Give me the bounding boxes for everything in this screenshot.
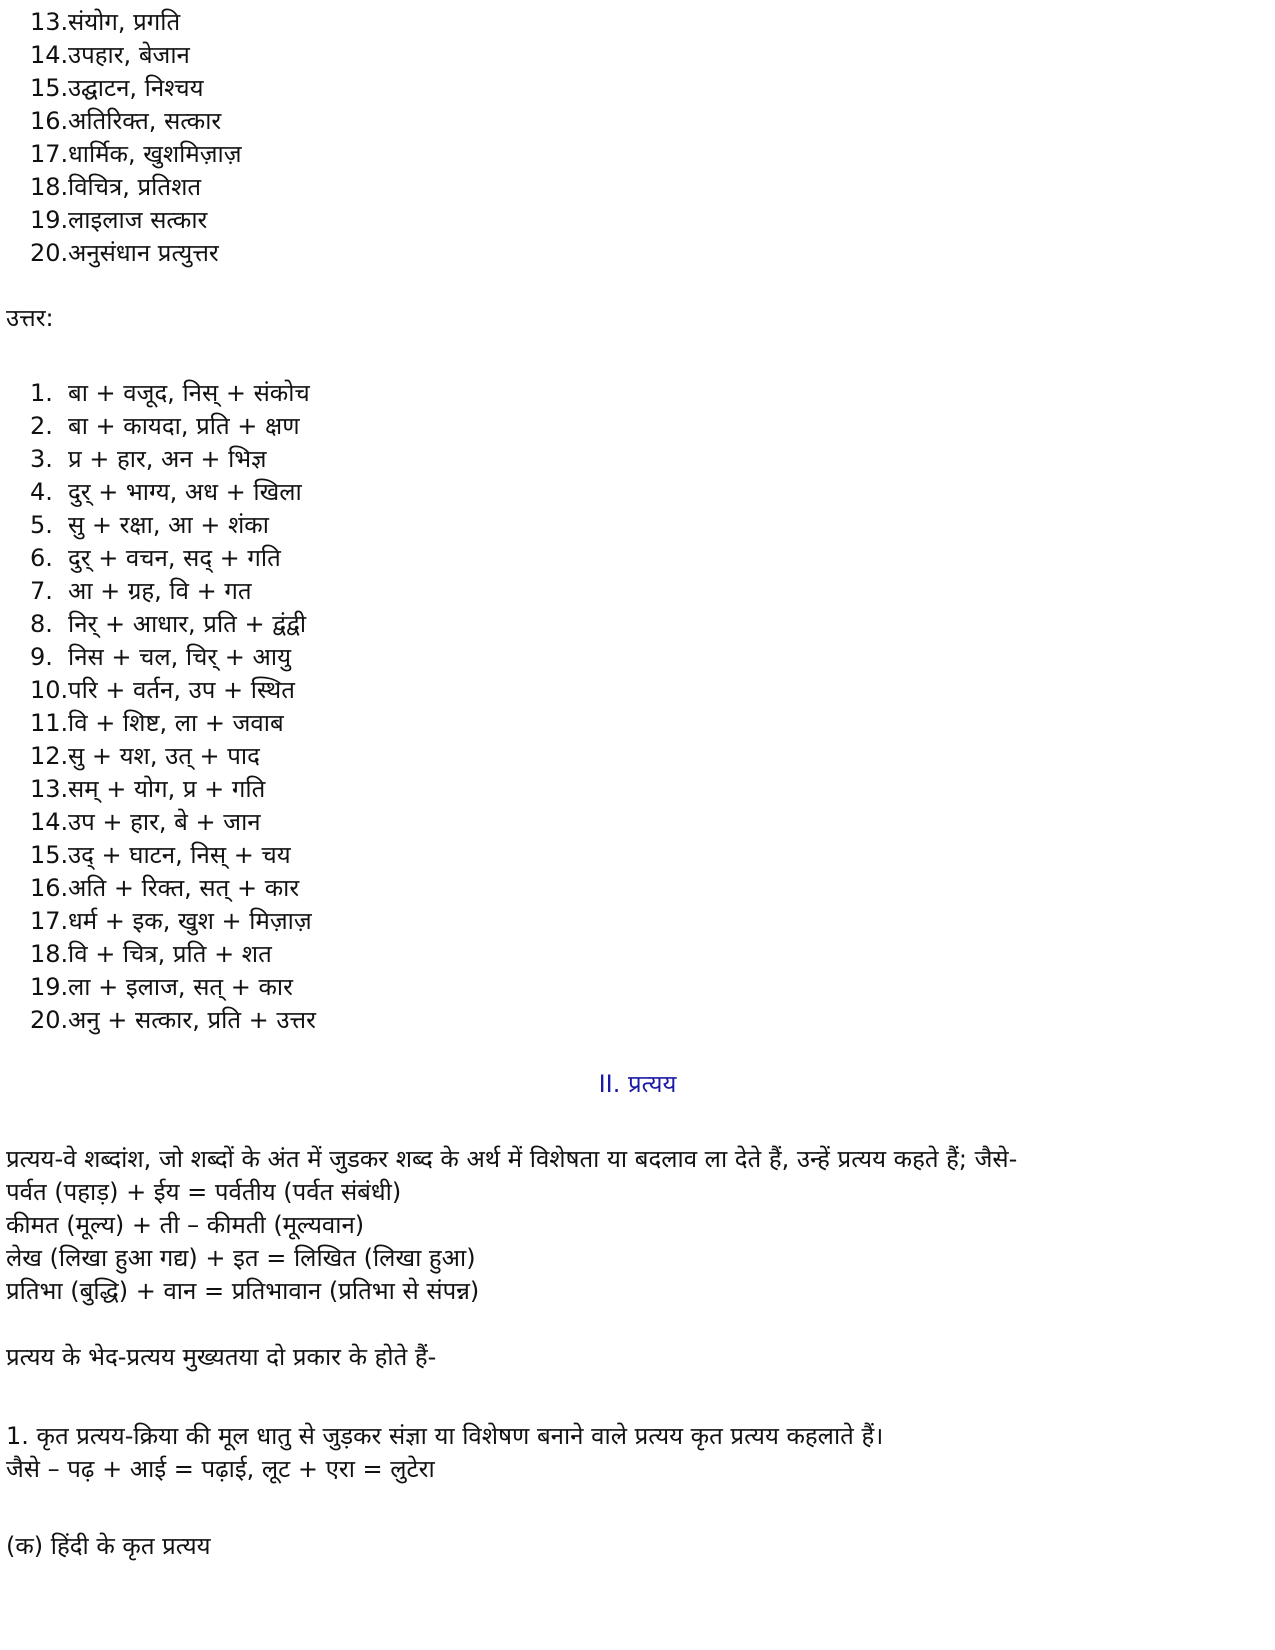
- item-number: 20.: [30, 239, 69, 267]
- item-text: अतिरिक्त, सत्कार: [68, 107, 222, 135]
- list-item: [30, 204, 242, 237]
- item-text: वि + शिष्ट, ला + जवाब: [68, 709, 284, 737]
- item-text: दुर् + वचन, सद् + गति: [68, 544, 281, 572]
- list-item: [30, 39, 242, 72]
- item-number: 19.: [30, 973, 69, 1001]
- item-text: दुर् + भाग्य, अध + खिला: [68, 478, 302, 506]
- item-number: 17.: [30, 140, 69, 168]
- item-number: 15.: [30, 74, 69, 102]
- item-number: 13.: [30, 8, 69, 36]
- list-item: [30, 410, 316, 443]
- item-text: धर्म + इक, खुश + मिज़ाज़: [68, 907, 312, 935]
- example-line: लेख (लिखा हुआ गद्य) + इत = लिखित (लिखा हुआ): [6, 1244, 476, 1272]
- item-text: बा + कायदा, प्रति + क्षण: [68, 412, 300, 440]
- item-text: बा + वजूद, निस् + संकोच: [68, 379, 310, 407]
- item-number: 18.: [30, 940, 69, 968]
- item-text: अनु + सत्कार, प्रति + उत्तर: [68, 1006, 316, 1034]
- item-text: प्र + हार, अन + भिज्ञ: [68, 445, 267, 473]
- item-number: 7.: [30, 577, 53, 605]
- example-line: पर्वत (पहाड़) + ईय = पर्वतीय (पर्वत संबंधी): [6, 1178, 402, 1206]
- item-text: संयोग, प्रगति: [68, 8, 181, 36]
- item-number: 14.: [30, 808, 69, 836]
- item-number: 14.: [30, 41, 69, 69]
- item-text: सु + रक्षा, आ + शंका: [68, 511, 269, 539]
- hindi-krit-heading: (क) हिंदी के कृत प्रत्यय: [6, 1532, 211, 1560]
- section-heading-pratyay: II. प्रत्यय: [598, 1070, 677, 1098]
- list-item: [30, 608, 316, 641]
- item-number: 15.: [30, 841, 69, 869]
- list-item: [30, 707, 316, 740]
- krit-pratyay-definition: 1. कृत प्रत्यय-क्रिया की मूल धातु से जुड़कर संज्ञा या विशेषण बनाने वाले प्रत्यय कृत प्रत्यय कहलाते हैं।: [6, 1422, 884, 1450]
- item-number: 5.: [30, 511, 53, 539]
- list-item: [30, 575, 316, 608]
- item-number: 16.: [30, 107, 69, 135]
- item-number: 18.: [30, 173, 69, 201]
- item-text: विचित्र, प्रतिशत: [68, 173, 202, 201]
- item-text: सु + यश, उत् + पाद: [68, 742, 260, 770]
- list-item: [30, 773, 316, 806]
- item-number: 17.: [30, 907, 69, 935]
- list-item: [30, 6, 242, 39]
- list-item: [30, 905, 316, 938]
- example-line: कीमत (मूल्य) + ती – कीमती (मूल्यवान): [6, 1211, 365, 1239]
- answer-list: [30, 377, 316, 1037]
- example-line: प्रतिभा (बुद्धि) + वान = प्रतिभावान (प्रतिभा से संपन्न): [6, 1277, 480, 1305]
- item-number: 2.: [30, 412, 53, 440]
- item-text: अति + रिक्त, सत् + कार: [68, 874, 300, 902]
- item-number: 20.: [30, 1006, 69, 1034]
- list-item: [30, 443, 316, 476]
- item-number: 10.: [30, 676, 69, 704]
- item-text: उप + हार, बे + जान: [68, 808, 261, 836]
- item-number: 16.: [30, 874, 69, 902]
- list-item: [30, 641, 316, 674]
- item-number: 8.: [30, 610, 53, 638]
- item-text: निस + चल, चिर् + आयु: [68, 643, 291, 671]
- pratyay-types-intro: प्रत्यय के भेद-प्रत्यय मुख्यतया दो प्रकार के होते हैं-: [6, 1343, 437, 1371]
- item-number: 3.: [30, 445, 53, 473]
- item-text: ला + इलाज, सत् + कार: [68, 973, 293, 1001]
- krit-pratyay-example: जैसे – पढ़ + आई = पढ़ाई, लूट + एरा = लुटेरा: [6, 1455, 435, 1483]
- item-text: उद् + घाटन, निस् + चय: [68, 841, 291, 869]
- list-item: [30, 740, 316, 773]
- item-text: सम् + योग, प्र + गति: [68, 775, 266, 803]
- list-item: [30, 542, 316, 575]
- item-text: धार्मिक, खुशमिज़ाज़: [68, 140, 242, 168]
- item-number: 12.: [30, 742, 69, 770]
- item-number: 11.: [30, 709, 69, 737]
- item-text: निर् + आधार, प्रति + द्वंद्वी: [68, 610, 307, 638]
- list-item: [30, 872, 316, 905]
- list-item: [30, 105, 242, 138]
- item-text: वि + चित्र, प्रति + शत: [68, 940, 272, 968]
- item-number: 19.: [30, 206, 69, 234]
- item-text: उपहार, बेजान: [68, 41, 190, 69]
- list-item: [30, 938, 316, 971]
- list-item: [30, 839, 316, 872]
- list-item: [30, 377, 316, 410]
- item-text: उद्घाटन, निश्चय: [68, 74, 204, 102]
- item-number: 13.: [30, 775, 69, 803]
- item-text: परि + वर्तन, उप + स्थित: [68, 676, 295, 704]
- item-text: अनुसंधान प्रत्युत्तर: [68, 239, 219, 267]
- list-item: [30, 509, 316, 542]
- item-number: 1.: [30, 379, 53, 407]
- item-number: 4.: [30, 478, 53, 506]
- item-number: 6.: [30, 544, 53, 572]
- list-item: [30, 237, 242, 270]
- list-item: [30, 971, 316, 1004]
- list-item: [30, 806, 316, 839]
- pratyay-definition: प्रत्यय-वे शब्दांश, जो शब्दों के अंत में जुडकर शब्द के अर्थ में विशेषता या बदलाव ला देते हैं, उन्हें प्रत्यय कहते हैं; जैसे-: [6, 1145, 1018, 1173]
- list-item: [30, 171, 242, 204]
- list-item: [30, 674, 316, 707]
- item-number: 9.: [30, 643, 53, 671]
- item-text: लाइलाज सत्कार: [68, 206, 208, 234]
- list-item: [30, 72, 242, 105]
- answer-label: उत्तर:: [6, 304, 54, 332]
- list-item: [30, 138, 242, 171]
- item-text: आ + ग्रह, वि + गत: [68, 577, 252, 605]
- list-item: [30, 476, 316, 509]
- pratyay-examples: [6, 1176, 479, 1308]
- list-item: [30, 1004, 316, 1037]
- sandhi-word-list: [30, 6, 242, 270]
